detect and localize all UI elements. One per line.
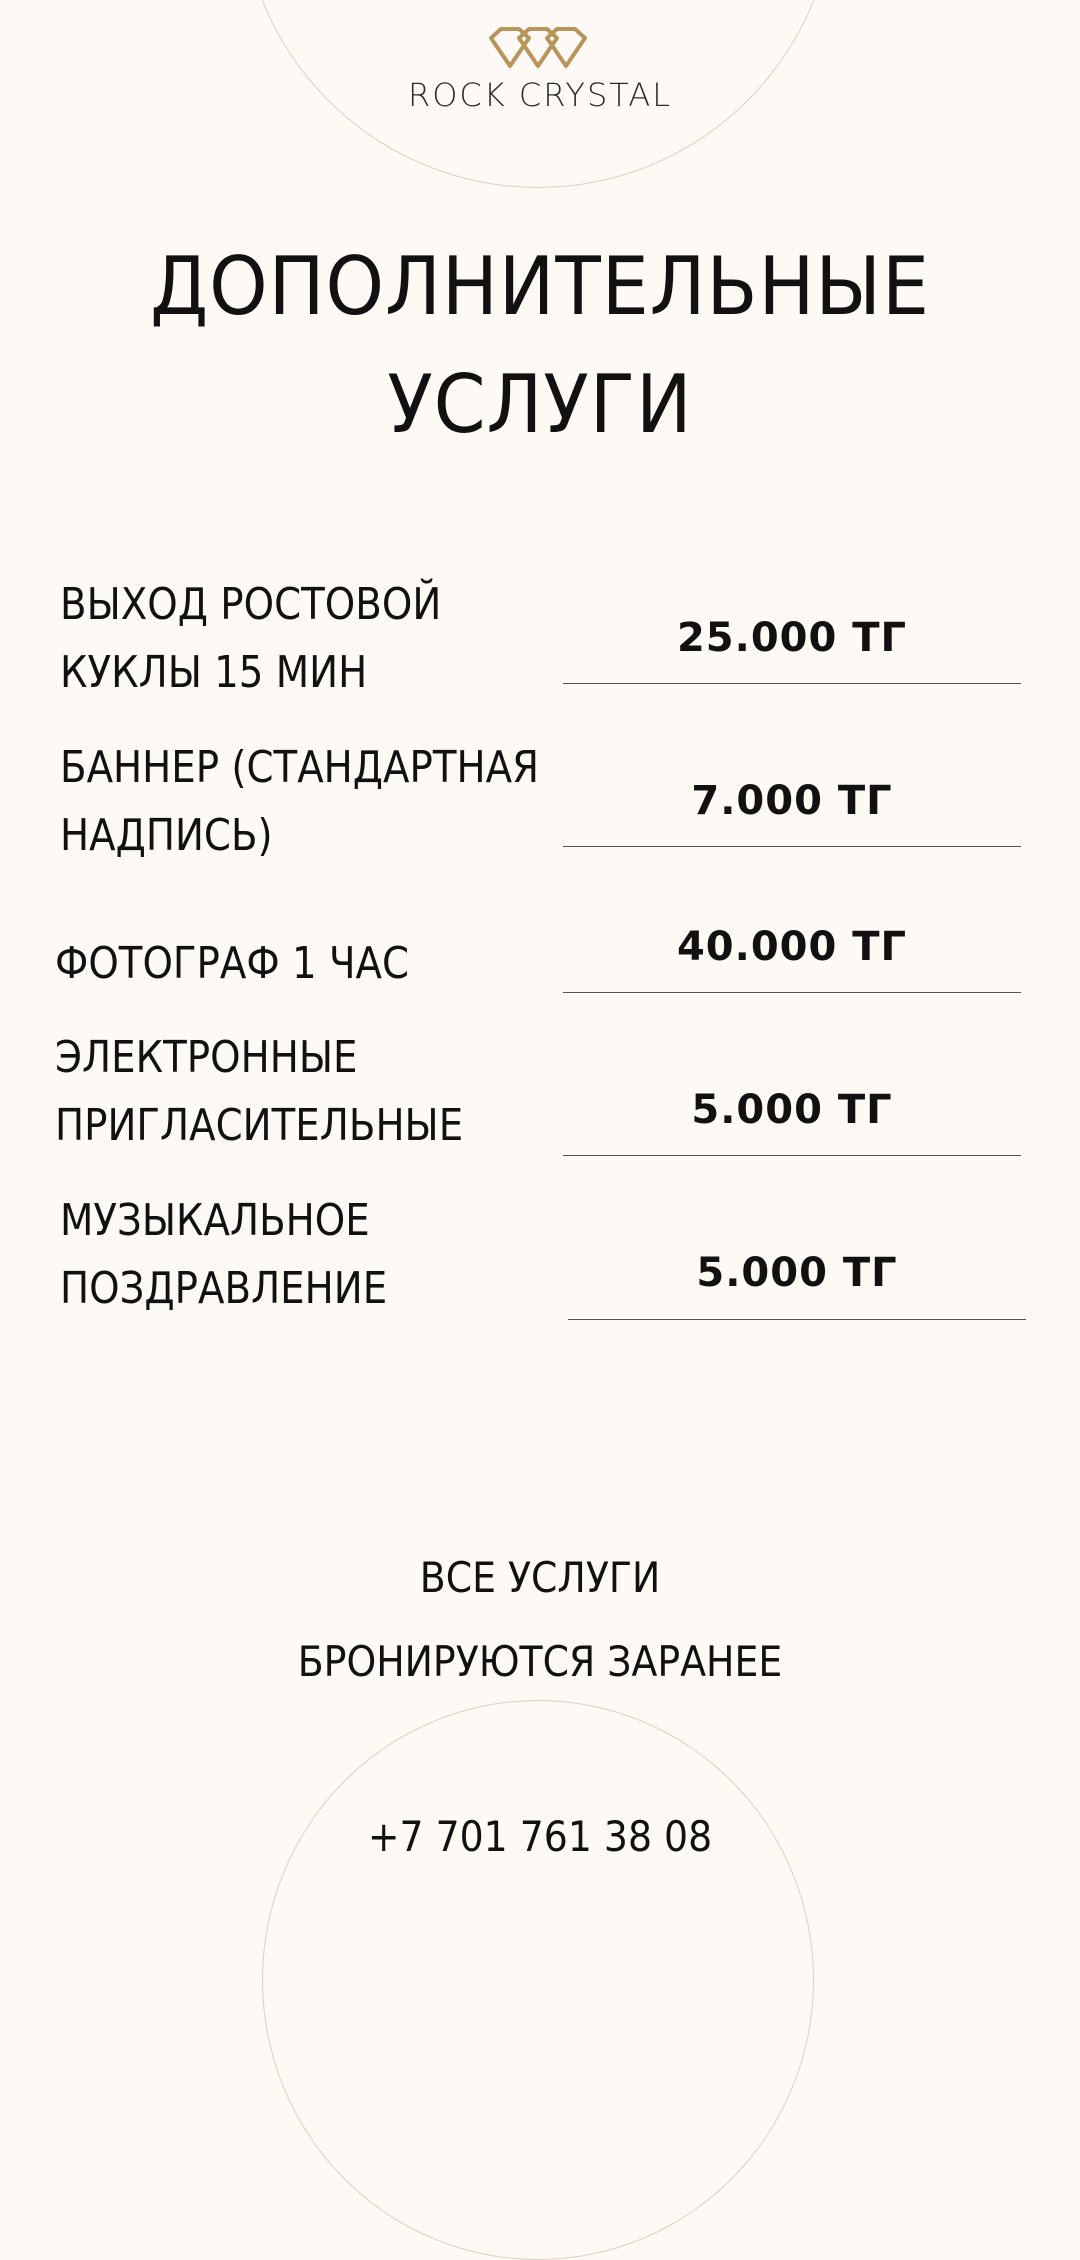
- service-name: [60, 734, 539, 870]
- service-name-line2: ПРИГЛАСИТЕЛЬНЫЕ: [55, 1100, 464, 1151]
- service-name-line2: НАДПИСЬ): [60, 810, 273, 861]
- brand-logo: [0, 26, 1080, 114]
- price-underline: [563, 1155, 1021, 1156]
- booking-note-line1: ВСЕ УСЛУГИ: [419, 1553, 661, 1602]
- price-underline: [568, 1319, 1026, 1320]
- service-price: 40.000 ТГ: [676, 924, 908, 970]
- service-name-line2: ПОЗДРАВЛЕНИЕ: [60, 1263, 388, 1314]
- service-name-line1: ВЫХОД РОСТОВОЙ: [60, 579, 442, 630]
- service-name-line1: МУЗЫКАЛЬНОЕ: [60, 1195, 370, 1246]
- service-price: 25.000 ТГ: [676, 615, 908, 661]
- phone-number[interactable]: +7 701 761 38 08: [367, 1812, 713, 1861]
- service-name-line2: КУКЛЫ 15 МИН: [60, 647, 368, 698]
- brand-name: ROCK CRYSTAL: [407, 76, 673, 114]
- booking-note-line2: БРОНИРУЮТСЯ ЗАРАНЕЕ: [297, 1637, 783, 1686]
- service-price: 5.000 ТГ: [696, 1250, 898, 1296]
- service-name: [60, 1187, 387, 1323]
- service-name: [55, 930, 409, 998]
- price-underline: [563, 683, 1021, 684]
- service-name-line1: БАННЕР (СТАНДАРТНАЯ: [60, 742, 540, 793]
- service-name-line1: ЭЛЕКТРОННЫЕ: [55, 1032, 358, 1083]
- service-price: 7.000 ТГ: [691, 778, 893, 824]
- diamond-rings-icon: [485, 26, 595, 72]
- service-price: 5.000 ТГ: [691, 1087, 893, 1133]
- bottom-decorative-arc: [262, 1700, 814, 2260]
- page-title: [38, 228, 1042, 464]
- page-title-line1: ДОПОЛНИТЕЛЬНЫЕ: [150, 240, 930, 333]
- service-name: [55, 1024, 463, 1160]
- price-underline: [563, 992, 1021, 993]
- price-underline: [563, 846, 1021, 847]
- service-name: [60, 571, 441, 707]
- service-name-line1: ФОТОГРАФ 1 ЧАС: [55, 938, 410, 989]
- page-title-line2: УСЛУГИ: [387, 358, 693, 451]
- booking-note: [54, 1536, 1026, 1704]
